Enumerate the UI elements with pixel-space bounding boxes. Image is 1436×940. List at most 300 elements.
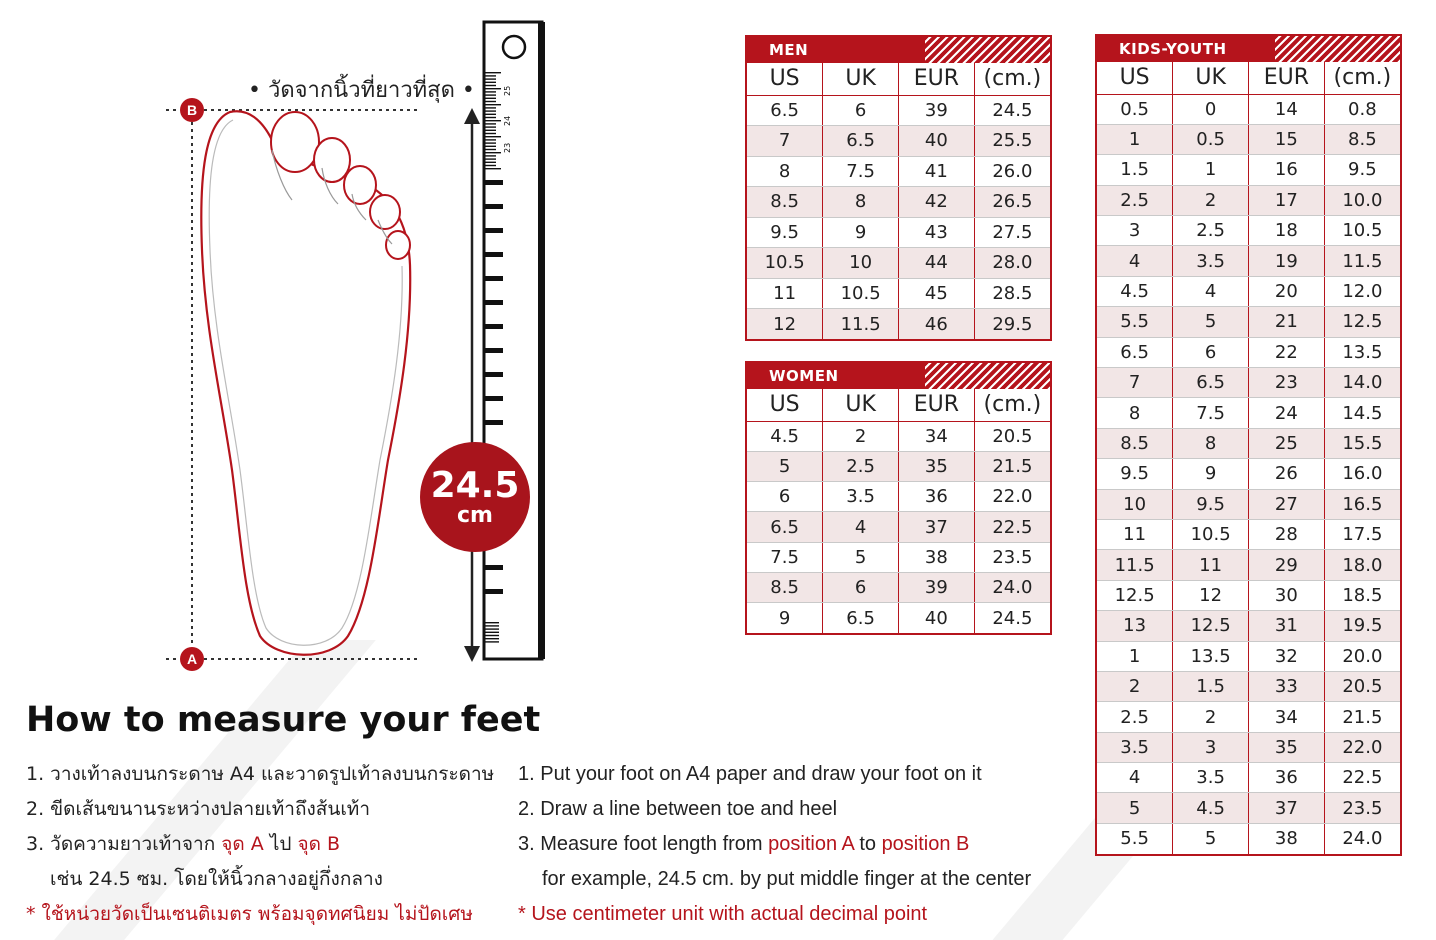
ruler-tick [485,117,496,118]
size-cell: 20.5 [974,421,1050,451]
size-cell: 24.5 [974,95,1050,126]
arrow-up-icon [464,108,480,124]
ruler-tick [485,130,496,131]
thai-step-3-mid: ไป [263,833,298,855]
size-cell: 12.0 [1324,276,1400,306]
thai-step-3-continued: เช่น 24.5 ซม. โดยให้นิ้วกลางอยู่กึ่งกลาง [50,868,383,890]
men-rows [747,95,1050,339]
size-cell: 7.5 [823,156,899,187]
size-cell: 3 [1097,216,1173,246]
foot-outline [201,111,410,655]
size-cell: 5 [823,542,899,572]
table-row [1097,398,1400,428]
size-cell: 24 [1249,398,1325,428]
size-cell: 5 [1097,793,1173,823]
ruler-tick [485,622,499,623]
table-row [747,95,1050,126]
kids-table-title: KIDS-YOUTH [1119,40,1227,58]
size-cell: 1 [1173,155,1249,185]
thai-note: * ใช้หน่วยวัดเป็นเซนติเมตร พร้อมจุดทศนิยม ไม่ปัดเศษ [26,903,473,925]
point-b-badge: B [180,98,204,122]
table-row [747,572,1050,602]
size-cell: 8 [823,187,899,218]
table-row [747,421,1050,451]
men-table-title: MEN [769,41,809,59]
size-cell: 19.5 [1324,611,1400,641]
size-cell: 12 [1173,580,1249,610]
size-cell: 37 [1249,793,1325,823]
size-cell: 11 [747,278,823,309]
table-row [1097,641,1400,671]
size-cell: 35 [1249,732,1325,762]
size-cell: 8.5 [747,572,823,602]
size-cell: 26.5 [974,187,1050,218]
table-row [747,482,1050,512]
size-cell: 43 [899,217,975,248]
thai-step-1: 1. วางเท้าลงบนกระดาษ A4 และวาดรูปเท้าลงบนกระดาษ [26,763,495,785]
ruler-tick [485,78,496,79]
size-cell: 32 [1249,641,1325,671]
ruler-tick [485,72,501,73]
size-cell: 11.5 [823,309,899,340]
size-cell: 10.0 [1324,185,1400,215]
size-cell: 6 [823,95,899,126]
size-cell: 4 [1097,763,1173,793]
size-cell: 17 [1249,185,1325,215]
size-cell: 45 [899,278,975,309]
size-cell: 11 [1097,519,1173,549]
size-cell: 5.5 [1097,823,1173,853]
toe-big [271,112,319,172]
size-cell: 8 [1097,398,1173,428]
ruler-tick [485,107,496,108]
size-cell: 19 [1249,246,1325,276]
kids-size-grid [1097,62,1400,854]
size-cell: 2 [1173,185,1249,215]
ruler-tick [485,276,503,281]
table-row [1097,307,1400,337]
table-row [1097,671,1400,701]
size-cell: 5 [1173,823,1249,853]
kids-rows [1097,94,1400,854]
size-cell: 13 [1097,611,1173,641]
size-cell: 14.0 [1324,368,1400,398]
size-cell: 16.5 [1324,489,1400,519]
kids-table-header-bar [1097,36,1400,62]
size-cell: 12.5 [1097,580,1173,610]
ruler-tick [485,85,496,86]
column-header: US [747,389,823,421]
table-row [747,278,1050,309]
ruler-tick [485,565,503,570]
table-row [1097,550,1400,580]
size-cell: 39 [899,572,975,602]
thai-point-b: จุด B [297,833,341,855]
ruler-tick [485,396,503,401]
measure-caption: • วัดจากนิ้วที่ยาวที่สุด • [248,78,475,103]
table-row [1097,823,1400,853]
size-cell: 11.5 [1324,246,1400,276]
size-cell: 41 [899,156,975,187]
ruler-tick [485,625,499,626]
size-cell: 28 [1249,519,1325,549]
size-cell: 9.5 [747,217,823,248]
size-cell: 1.5 [1097,155,1173,185]
table-row [1097,155,1400,185]
table-row [1097,337,1400,367]
column-header: UK [823,63,899,95]
table-row [747,217,1050,248]
table-row [1097,702,1400,732]
size-cell: 24.0 [974,572,1050,602]
table-row [1097,428,1400,458]
thai-step-2: 2. ขีดเส้นขนานระหว่างปลายเท้าถึงส้นเท้า [26,798,371,820]
size-cell: 3.5 [1173,246,1249,276]
size-cell: 34 [899,421,975,451]
table-row [1097,124,1400,154]
column-header: (cm.) [1324,62,1400,94]
en-position-a: position A [768,833,854,855]
size-cell: 22 [1249,337,1325,367]
size-cell: 1 [1097,124,1173,154]
table-row [747,512,1050,542]
size-cell: 39 [899,95,975,126]
size-cell: 36 [899,482,975,512]
ruler-tick [485,88,501,89]
column-header: (cm.) [974,389,1050,421]
ruler-tick [485,228,503,233]
size-cell: 8.5 [1324,124,1400,154]
size-cell: 23 [1249,368,1325,398]
thai-step-3 [26,832,494,867]
size-cell: 17.5 [1324,519,1400,549]
size-cell: 4 [1173,276,1249,306]
sample-size-badge [420,442,530,552]
toe-4 [370,195,400,229]
table-row [747,187,1050,218]
men-size-table [745,35,1052,341]
kids-column-headers [1097,62,1400,94]
size-cell: 23.5 [1324,793,1400,823]
thai-step-3-text: 3. วัดความยาวเท้าจาก [26,833,222,855]
column-header: EUR [899,63,975,95]
table-row [1097,763,1400,793]
size-cell: 40 [899,603,975,633]
women-column-headers [747,389,1050,421]
size-cell: 18 [1249,216,1325,246]
table-row [1097,368,1400,398]
column-header: US [747,63,823,95]
ruler-tick [485,155,496,156]
size-cell: 5 [747,451,823,481]
size-cell: 18.0 [1324,550,1400,580]
table-row [1097,489,1400,519]
table-row [747,603,1050,633]
size-cell: 12.5 [1324,307,1400,337]
ruler-tick [485,168,501,169]
size-cell: 6.5 [747,95,823,126]
ruler-tick [485,136,501,137]
table-row [747,126,1050,157]
en-note: * Use centimeter unit with actual decimal point [518,903,928,925]
size-cell: 13.5 [1324,337,1400,367]
size-cell: 8 [1173,428,1249,458]
men-column-headers [747,63,1050,95]
size-cell: 40 [899,126,975,157]
ruler-tick [485,133,496,134]
size-cell: 34 [1249,702,1325,732]
ruler-tick [485,149,496,150]
size-cell: 18.5 [1324,580,1400,610]
ruler-tick [485,420,503,425]
ruler-tick [485,638,499,639]
size-cell: 10.5 [747,248,823,279]
size-cell: 38 [899,542,975,572]
ruler-label-25: 25 [503,85,512,96]
ruler-tick [485,252,503,257]
table-row [1097,580,1400,610]
table-row [1097,246,1400,276]
women-size-grid [747,389,1050,633]
ruler-tick [485,94,496,95]
size-cell: 2 [823,421,899,451]
size-cell: 16.0 [1324,459,1400,489]
table-row [747,451,1050,481]
size-cell: 20 [1249,276,1325,306]
size-cell: 36 [1249,763,1325,793]
size-cell: 1 [1097,641,1173,671]
table-row [1097,185,1400,215]
en-step-3-text: 3. Measure foot length from [518,833,769,855]
size-cell: 6.5 [747,512,823,542]
size-cell: 10.5 [1324,216,1400,246]
size-cell: 24.0 [1342,828,1383,850]
size-cell: 26 [1249,459,1325,489]
size-cell: 7 [1097,368,1173,398]
size-cell: 9 [1173,459,1249,489]
ruler-tick [485,165,496,166]
size-cell: 27 [1249,489,1325,519]
size-cell: 6.5 [1173,368,1249,398]
column-header: US [1097,62,1173,94]
column-header: (cm.) [974,63,1050,95]
ruler-tick [485,300,503,305]
column-header: UK [1173,62,1249,94]
ruler-tick [485,120,501,121]
size-cell: 9 [823,217,899,248]
ruler-tick [485,104,501,105]
size-cell: 6.5 [1097,337,1173,367]
size-cell: 12.5 [1173,611,1249,641]
size-cell: 5 [1173,307,1249,337]
size-cell: 14 [1249,94,1325,124]
size-cell: 10 [823,248,899,279]
size-cell: 44 [899,248,975,279]
ruler-tick [485,152,501,153]
en-step-3 [518,832,1031,867]
size-cell: 16 [1249,155,1325,185]
ruler-tick [485,635,499,636]
size-cell: 30 [1249,580,1325,610]
table-row [1097,276,1400,306]
size-cell: 14.5 [1324,398,1400,428]
toe-5 [386,231,410,259]
size-cell: 22.5 [1324,763,1400,793]
size-cell: 5.5 [1097,307,1173,337]
size-cell: 33 [1249,671,1325,701]
table-row [1097,216,1400,246]
size-cell: 7 [747,126,823,157]
ruler-tick [485,114,496,115]
table-row [747,542,1050,572]
thai-point-a: จุด A [221,833,264,855]
toe-2 [314,138,350,182]
ruler-tick [485,126,496,127]
ruler-tick [485,123,496,124]
table-row [747,248,1050,279]
ruler-tick [485,158,496,159]
size-cell: 28.5 [974,278,1050,309]
size-cell: 9.5 [1324,155,1400,185]
women-size-table [745,361,1052,635]
men-size-grid [747,63,1050,339]
ruler-label-23: 23 [503,142,512,153]
size-cell: 22.5 [974,512,1050,542]
size-cell: 10 [1097,489,1173,519]
size-cell: 23.5 [974,542,1050,572]
size-cell: 2.5 [1173,216,1249,246]
size-cell: 21.5 [974,451,1050,481]
size-cell: 3.5 [823,482,899,512]
ruler-tick [485,110,496,111]
size-cell: 2.5 [823,451,899,481]
sample-size-value: 24.5 [430,465,520,506]
size-cell: 10.5 [823,278,899,309]
women-rows [747,421,1050,633]
ruler-tick [485,162,496,163]
size-cell: 13.5 [1173,641,1249,671]
size-cell: 10.5 [1173,519,1249,549]
ruler-tick [485,98,496,99]
table-row [1097,459,1400,489]
men-table-header-bar [747,37,1050,63]
size-cell: 6 [1173,337,1249,367]
size-cell: 4.5 [747,421,823,451]
header-hatch [925,37,1050,63]
table-row [1097,94,1400,124]
size-cell: 22.0 [1324,732,1400,762]
ruler-tick [485,589,503,594]
ruler-tick [485,139,496,140]
header-hatch [925,363,1050,389]
ruler-tick [485,101,496,102]
size-cell: 29 [1249,550,1325,580]
arrow-down-icon [464,646,480,662]
en-position-b: position B [881,833,970,855]
table-row [1097,732,1400,762]
size-cell: 2 [1173,702,1249,732]
size-cell: 4.5 [1173,793,1249,823]
ruler-tick [485,348,503,353]
size-cell: 7.5 [1173,398,1249,428]
how-to-measure-title: How to measure your feet [26,700,541,740]
women-table-header-bar [747,363,1050,389]
size-cell: 28.0 [974,248,1050,279]
ruler-tick [485,146,496,147]
ruler-tick [485,82,496,83]
size-cell: 24.5 [992,607,1033,629]
size-cell: 2.5 [1097,702,1173,732]
size-cell: 4 [1097,246,1173,276]
table-row [1097,519,1400,549]
size-cell: 8.5 [747,187,823,218]
size-cell: 12 [747,309,823,340]
size-cell: 21 [1249,307,1325,337]
size-cell: 31 [1249,611,1325,641]
size-cell: 37 [899,512,975,542]
table-row [1097,793,1400,823]
size-cell: 9.5 [1173,489,1249,519]
size-cell: 9.5 [1097,459,1173,489]
size-cell: 29.5 [974,309,1050,340]
size-cell: 4 [823,512,899,542]
women-table-title: WOMEN [769,367,839,385]
size-cell: 11 [1173,550,1249,580]
size-cell: 20.0 [1324,641,1400,671]
size-cell: 7.5 [747,542,823,572]
column-header: EUR [1249,62,1325,94]
size-cell: 8 [747,156,823,187]
column-header: EUR [899,389,975,421]
size-cell: 25.5 [974,126,1050,157]
size-cell: 9 [747,603,823,633]
kids-youth-size-table [1095,34,1402,856]
size-cell: 20.5 [1324,671,1400,701]
size-cell: 8.5 [1097,428,1173,458]
ruler-tick [485,372,503,377]
ruler-edge [538,22,545,659]
size-cell: 1.5 [1173,671,1249,701]
en-step-3-continued: for example, 24.5 cm. by put middle finger at the center [542,868,1032,890]
size-cell: 2.5 [1097,185,1173,215]
size-cell: 42 [899,187,975,218]
table-row [747,309,1050,340]
size-cell: 46 [899,309,975,340]
size-cell: 27.5 [974,217,1050,248]
size-cell: 3 [1173,732,1249,762]
size-cell: 0.5 [1097,94,1173,124]
sample-size-unit: cm [457,503,493,528]
toe-3 [344,166,376,204]
size-cell: 6 [747,482,823,512]
size-cell: 2 [1097,671,1173,701]
en-step-2: 2. Draw a line between toe and heel [518,798,838,820]
size-cell: 6.5 [823,126,899,157]
table-row [1097,611,1400,641]
size-cell: 15.5 [1324,428,1400,458]
size-cell: 4.5 [1097,276,1173,306]
ruler-tick [485,628,499,629]
ruler-tick [485,204,503,209]
size-cell: 6 [823,572,899,602]
table-row [747,156,1050,187]
size-cell: 0 [1173,94,1249,124]
size-cell: 11.5 [1097,550,1173,580]
size-cell: 0.8 [1324,94,1400,124]
en-step-3-mid: to [853,833,882,855]
foot-measure-illustration [0,0,560,680]
ruler-tick [485,632,499,633]
